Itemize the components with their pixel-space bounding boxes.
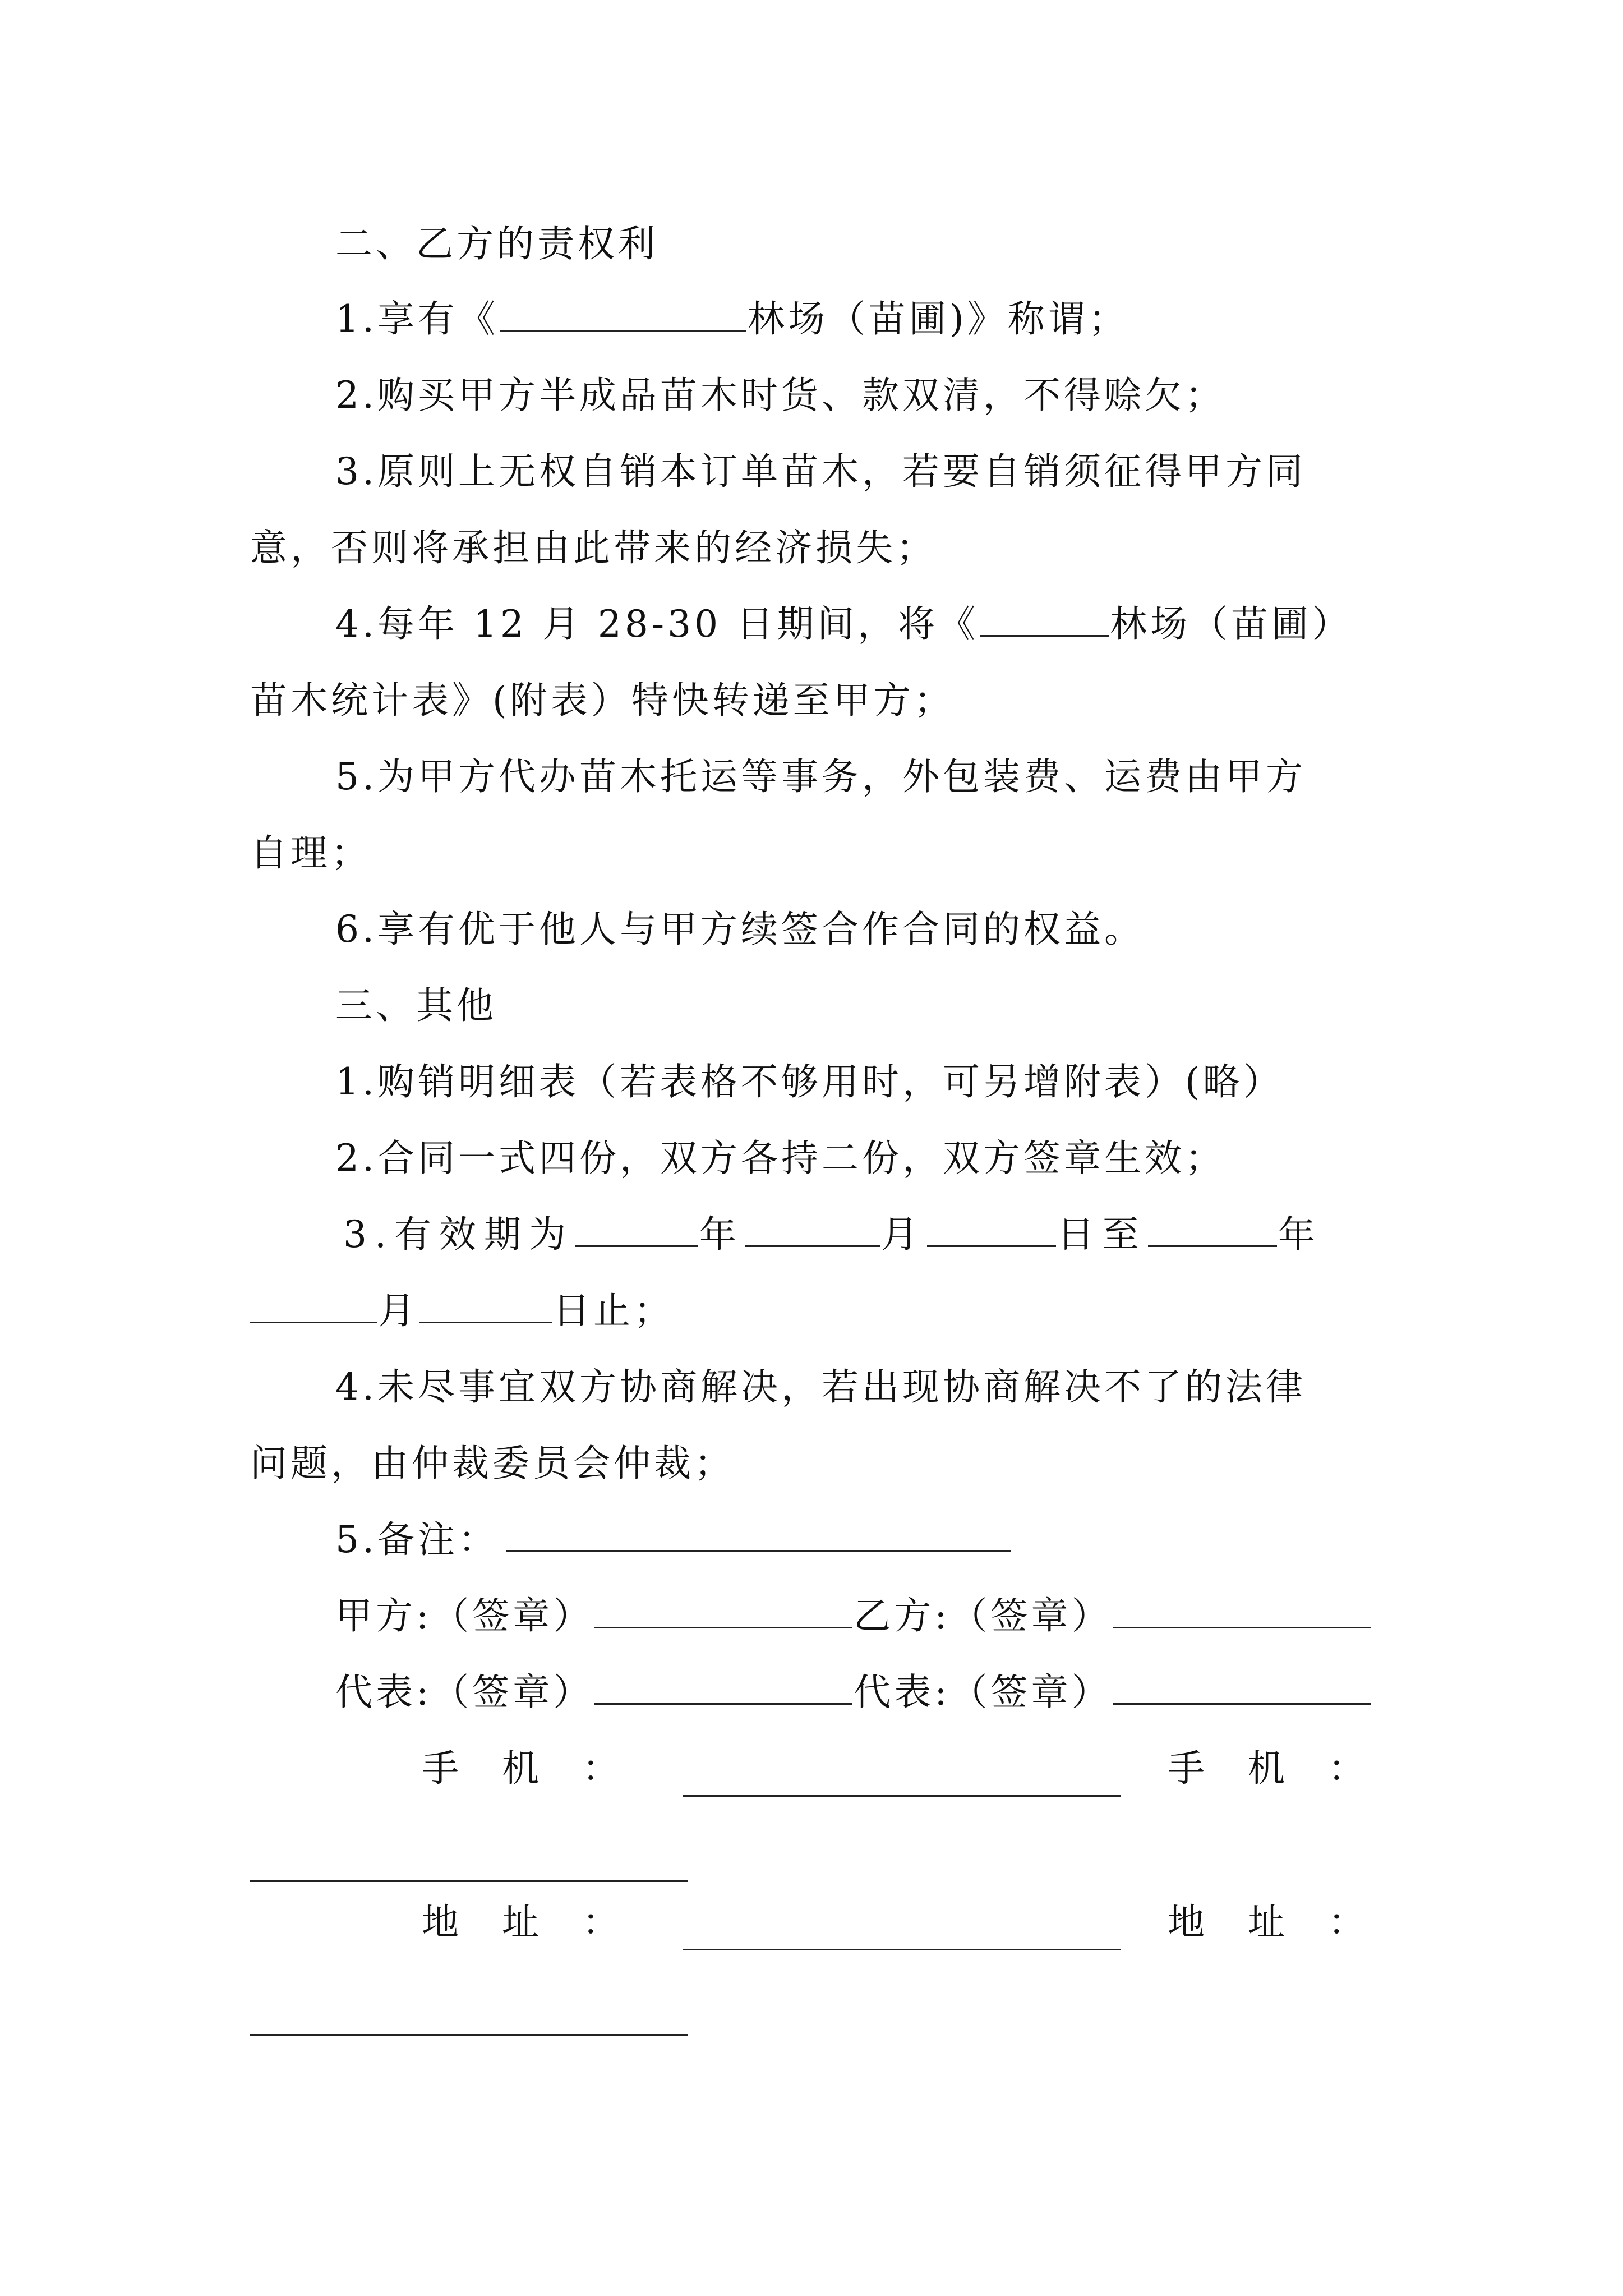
nursery-name-blank-2[interactable]: [980, 600, 1109, 637]
section3-item4-line2: [250, 1438, 735, 1489]
remarks-blank[interactable]: [506, 1516, 1011, 1552]
section2-item3-line2: [250, 523, 937, 573]
section2-item4-line1: [335, 599, 1352, 650]
address-a-blank[interactable]: [683, 1949, 1121, 1950]
end-month-blank[interactable]: [250, 1287, 377, 1323]
party-a-signature-blank[interactable]: [594, 1592, 852, 1628]
month-label: 月: [880, 1213, 926, 1256]
day-to-label: 日至: [1057, 1213, 1147, 1256]
address-label-b: [1168, 1897, 1381, 1948]
item4-suffix: 林场（苗圃）: [1110, 602, 1353, 646]
s3-item4-text-2: 问题，由仲裁委员会仲裁；: [250, 1442, 735, 1485]
month-label-2: 月: [378, 1289, 418, 1332]
item1-prefix: 1.享有《: [335, 297, 499, 341]
section3-item2: [335, 1133, 1225, 1184]
item3-text-2: 意，否则将承担由此带来的经济损失；: [250, 526, 937, 569]
representative-row: [335, 1667, 1372, 1718]
section2-item5-line1: [335, 752, 1306, 802]
nursery-name-blank[interactable]: [500, 295, 746, 332]
item2-text: 2.购买甲方半成品苗木时货、款双清，不得赊欠；: [335, 374, 1225, 417]
item5-text-2: 自理；: [250, 831, 371, 875]
item4-text-2: 苗木统计表》(附表）特快转递至甲方；: [250, 679, 955, 722]
item1-suffix: 林场（苗圃)》称谓；: [747, 297, 1129, 341]
party-b-signature-blank[interactable]: [1113, 1592, 1371, 1628]
section3-item5: [335, 1515, 1012, 1565]
item4-prefix: 4.每年 12 月 28-30 日期间，将《: [335, 602, 979, 646]
party-a-label: 甲方:（签章）: [335, 1594, 594, 1637]
party-b-label: 乙方:（签章）: [854, 1594, 1112, 1637]
party-a-row: [335, 1591, 1372, 1641]
address-label-a: [422, 1897, 635, 1948]
s3-item4-text-1: 4.未尽事宜双方协商解决，若出现协商解决不了的法律: [335, 1365, 1306, 1409]
section3-item3-line2: [250, 1286, 674, 1336]
address-label-b-text: 地 址 ：: [1168, 1901, 1381, 1944]
phone-label-a: [422, 1743, 635, 1794]
phone-label-b: [1168, 1743, 1381, 1794]
s3-item2-text: 2.合同一式四份，双方各持二份，双方签章生效；: [335, 1137, 1225, 1180]
start-month-blank[interactable]: [745, 1211, 880, 1247]
section2-heading: [335, 219, 658, 269]
item6-text: 6.享有优于他人与甲方续签合作合同的权益。: [335, 908, 1145, 951]
s3-item1-text: 1.购销明细表（若表格不够用时，可另增附表）(略）: [335, 1060, 1284, 1103]
item3-text-1: 3.原则上无权自销本订单苗木，若要自销须征得甲方同: [335, 450, 1306, 493]
section2-item2: [335, 370, 1225, 421]
section2-item4-line2: [250, 675, 955, 726]
validity-label: 3.有效期为: [343, 1213, 574, 1256]
item5-text-1: 5.为甲方代办苗木托运等事务，外包装费、运费由甲方: [335, 755, 1306, 798]
section3-item1: [335, 1057, 1284, 1107]
year-label-2: 年: [1278, 1213, 1323, 1256]
rep-a-signature-blank[interactable]: [594, 1668, 852, 1705]
section3-item4-line1: [335, 1362, 1306, 1412]
section3-item3-line1: [343, 1209, 1323, 1260]
section2-item1: [335, 294, 1129, 344]
year-label: 年: [699, 1213, 744, 1256]
address-b-blank[interactable]: [250, 2034, 688, 2036]
phone-b-blank[interactable]: [250, 1880, 688, 1882]
end-day-blank[interactable]: [419, 1287, 552, 1323]
section2-item6: [335, 904, 1145, 955]
section3-heading-text: 三、其他: [335, 984, 497, 1027]
section2-heading-text: 二、乙方的责权利: [335, 222, 658, 265]
phone-label-a-text: 手 机 ：: [422, 1747, 635, 1790]
rep-a-label: 代表:（签章）: [335, 1671, 594, 1714]
start-day-blank[interactable]: [927, 1211, 1056, 1247]
rep-b-label: 代表:（签章）: [854, 1671, 1112, 1714]
rep-b-signature-blank[interactable]: [1113, 1668, 1371, 1705]
start-year-blank[interactable]: [575, 1211, 698, 1247]
remarks-label: 5.备注：: [335, 1518, 499, 1561]
phone-label-b-text: 手 机 ：: [1168, 1747, 1381, 1790]
section3-heading: [335, 981, 497, 1031]
section2-item5-line2: [250, 828, 371, 878]
end-label: 日止；: [553, 1289, 674, 1332]
end-year-blank[interactable]: [1148, 1211, 1277, 1247]
phone-a-blank[interactable]: [683, 1795, 1121, 1797]
section2-item3-line1: [335, 447, 1306, 497]
address-label-a-text: 地 址 ：: [422, 1901, 635, 1944]
